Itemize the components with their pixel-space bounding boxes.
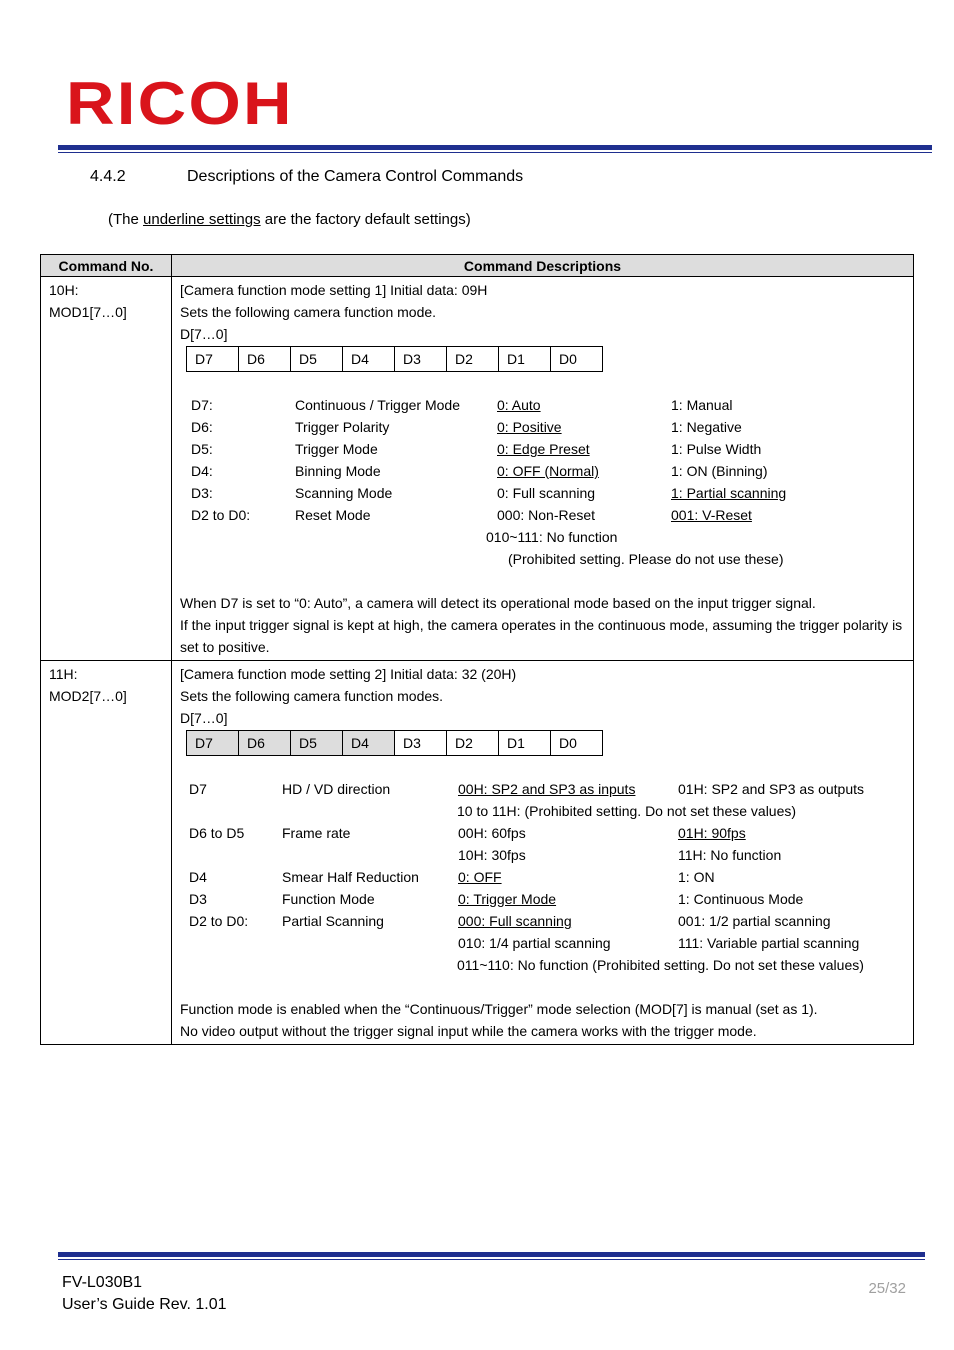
table-row-mod1 [41,277,914,661]
mod1-extra-1: 010~111: No function [486,529,618,545]
mod2-setting-d6-d5 [180,822,913,844]
setting-bit: D3 [189,891,207,907]
mod1-setting-d4 [180,460,913,482]
mod2-setting-d2-d0 [180,910,913,932]
setting-value-1: 001: 1/2 partial scanning [678,913,831,929]
mod2-setting-d7 [180,778,913,800]
setting-name: Frame rate [282,825,351,841]
setting-value-1: 01H: 90fps [678,825,746,841]
mod2-bit-d2: D2 [447,731,499,756]
mod1-bit-d0: D0 [551,347,603,372]
mod2-title: [Camera function mode setting 2] Initial data: 32 (20H) [180,666,517,682]
mod2-bit-d1: D1 [499,731,551,756]
mod2-bit-d4: D4 [343,731,395,756]
setting-name: Trigger Polarity [295,419,390,435]
setting-value-0: 000: Non-Reset [497,507,596,523]
note-underlined: underline settings [143,211,261,228]
mod2-dlabel: D[7…0] [180,710,228,726]
mod2-note-1: Function mode is enabled when the “Continuous/Trigger” mode selection (MOD[7] is manual (set as 1). [180,1001,818,1017]
mod2-setting-d3 [180,888,913,910]
mod2-setting-d6-d5-cont [180,844,913,866]
setting-name: Function Mode [282,891,375,907]
mod1-setting-d3 [180,482,913,504]
table-header-row [41,255,914,277]
footer-doc-id: FV-L030B1 [62,1274,143,1291]
setting-bit: D2 to D0: [189,913,249,929]
setting-bit: D4: [191,463,213,479]
mod2-d2-d0-extra: 011~110: No function (Prohibited setting. Do not set these values) [457,957,864,973]
mod2-bit-d7: D7 [187,731,239,756]
mod2-cmd-no: 11H: [49,666,78,682]
mod1-bit-d2: D2 [447,347,499,372]
setting-value-0-wrap [458,910,678,932]
setting-value-1: 1: ON (Binning) [671,463,768,479]
setting-value-1: 1: Negative [671,419,742,435]
mod1-command-cell [41,277,172,661]
setting-bit: D2 to D0: [191,507,251,523]
setting-value-0: 00H: 60fps [458,825,526,841]
mod1-bit-d6: D6 [239,347,291,372]
mod1-setting-d7 [180,394,913,416]
table-row-mod2 [41,661,914,1045]
setting-value-2: 10H: 30fps [458,847,526,863]
setting-value-0: 00H: SP2 and SP3 as inputs [458,781,636,797]
mod2-setting-d4 [180,866,913,888]
mod2-desc: Sets the following camera function modes. [180,688,444,704]
default-settings-note [108,211,471,228]
mod2-bit-d5: D5 [291,731,343,756]
setting-value-0: 0: Positive [497,419,562,435]
setting-value-1: 001: V-Reset [671,507,752,523]
setting-value-1: 1: Pulse Width [671,441,762,457]
setting-value-1: 1: Continuous Mode [678,891,804,907]
footer-rule [58,1252,925,1260]
setting-bit: D5: [191,441,213,457]
mod1-setting-d2-d0 [180,504,913,526]
mod1-bit-d7: D7 [187,347,239,372]
header-command-descriptions: Command Descriptions [172,255,914,277]
setting-bit: D7 [189,781,207,797]
mod2-cmd-name: MOD2[7…0] [49,688,127,704]
mod1-note-1: When D7 is set to “0: Auto”, a camera will detect its operational mode based on the input trigger signal. [180,595,816,611]
setting-bit: D6: [191,419,213,435]
setting-value-1: 01H: SP2 and SP3 as outputs [678,781,865,797]
command-table [40,254,914,1045]
setting-value-3: 11H: No function [678,847,782,863]
mod2-bit-diagram [186,730,603,756]
note-text-before: (The [108,211,144,228]
mod2-bit-d6: D6 [239,731,291,756]
mod1-bit-d3: D3 [395,347,447,372]
mod1-dlabel: D[7…0] [180,326,228,342]
header-rule [58,145,932,153]
setting-value-0: 0: OFF [458,869,502,885]
setting-name: Smear Half Reduction [282,869,419,885]
header-command-no: Command No. [41,255,172,277]
mod1-setting-d6 [180,416,913,438]
mod1-cmd-no: 10H: [49,282,79,298]
setting-value-0: 0: Full scanning [497,485,596,501]
section-title: Descriptions of the Camera Control Commands [187,168,524,185]
setting-value-1: 1: ON [678,869,715,885]
mod2-bit-d3: D3 [395,731,447,756]
section-number: 4.4.2 [90,168,126,185]
setting-bit: D4 [189,869,207,885]
note-text-after: are the factory default settings) [260,211,471,228]
mod1-setting-d5 [180,438,913,460]
mod1-desc: Sets the following camera function mode. [180,304,437,320]
setting-value-3: 111: Variable partial scanning [678,935,860,951]
page-number: 25/32 [868,1280,906,1297]
mod2-note-2: No video output without the trigger signal input while the camera works with the trigger mode. [180,1023,757,1039]
footer-doc-info [62,1272,227,1316]
footer-guide-rev: User’s Guide Rev. 1.01 [62,1296,227,1313]
setting-bit: D3: [191,485,213,501]
setting-bit: D6 to D5 [189,825,245,841]
setting-value-0: 0: Auto [497,397,541,413]
section-heading [90,168,523,186]
setting-value-0-wrap [458,866,678,888]
setting-name: HD / VD direction [282,781,391,797]
mod1-bit-d1: D1 [499,347,551,372]
setting-value-0-wrap [458,888,678,910]
ricoh-logo: RICOH [66,70,294,137]
setting-value-0: 000: Full scanning [458,913,572,929]
setting-name: Trigger Mode [295,441,378,457]
setting-name: Scanning Mode [295,485,393,501]
setting-value-2: 010: 1/4 partial scanning [458,935,611,951]
mod1-cmd-name: MOD1[7…0] [49,304,127,320]
mod2-description-cell [172,661,914,1045]
mod1-note-2: If the input trigger signal is kept at high, the camera operates in the continuous mode, assuming the trigger polarity is set to positive. [180,617,903,655]
mod2-setting-d2-d0-cont [180,932,913,954]
setting-name: Reset Mode [295,507,371,523]
setting-name: Binning Mode [295,463,381,479]
setting-value-0: 0: Edge Preset [497,441,590,457]
mod1-description-cell [172,277,914,661]
mod1-bit-diagram [186,346,603,372]
mod1-title: [Camera function mode setting 1] Initial data: 09H [180,282,488,298]
mod1-extra-2: (Prohibited setting. Please do not use these) [508,551,784,567]
setting-name: Continuous / Trigger Mode [295,397,460,413]
mod1-bit-d5: D5 [291,347,343,372]
setting-value-0: 0: OFF (Normal) [497,463,599,479]
setting-bit: D7: [191,397,213,413]
setting-name: Partial Scanning [282,913,384,929]
mod2-command-cell [41,661,172,1045]
setting-value-1: 1: Manual [671,397,733,413]
setting-value-1: 1: Partial scanning [671,485,787,501]
mod1-bit-d4: D4 [343,347,395,372]
mod2-d7-extra: 10 to 11H: (Prohibited setting. Do not set these values) [457,803,797,819]
setting-value-0: 0: Trigger Mode [458,891,557,907]
mod2-bit-d0: D0 [551,731,603,756]
